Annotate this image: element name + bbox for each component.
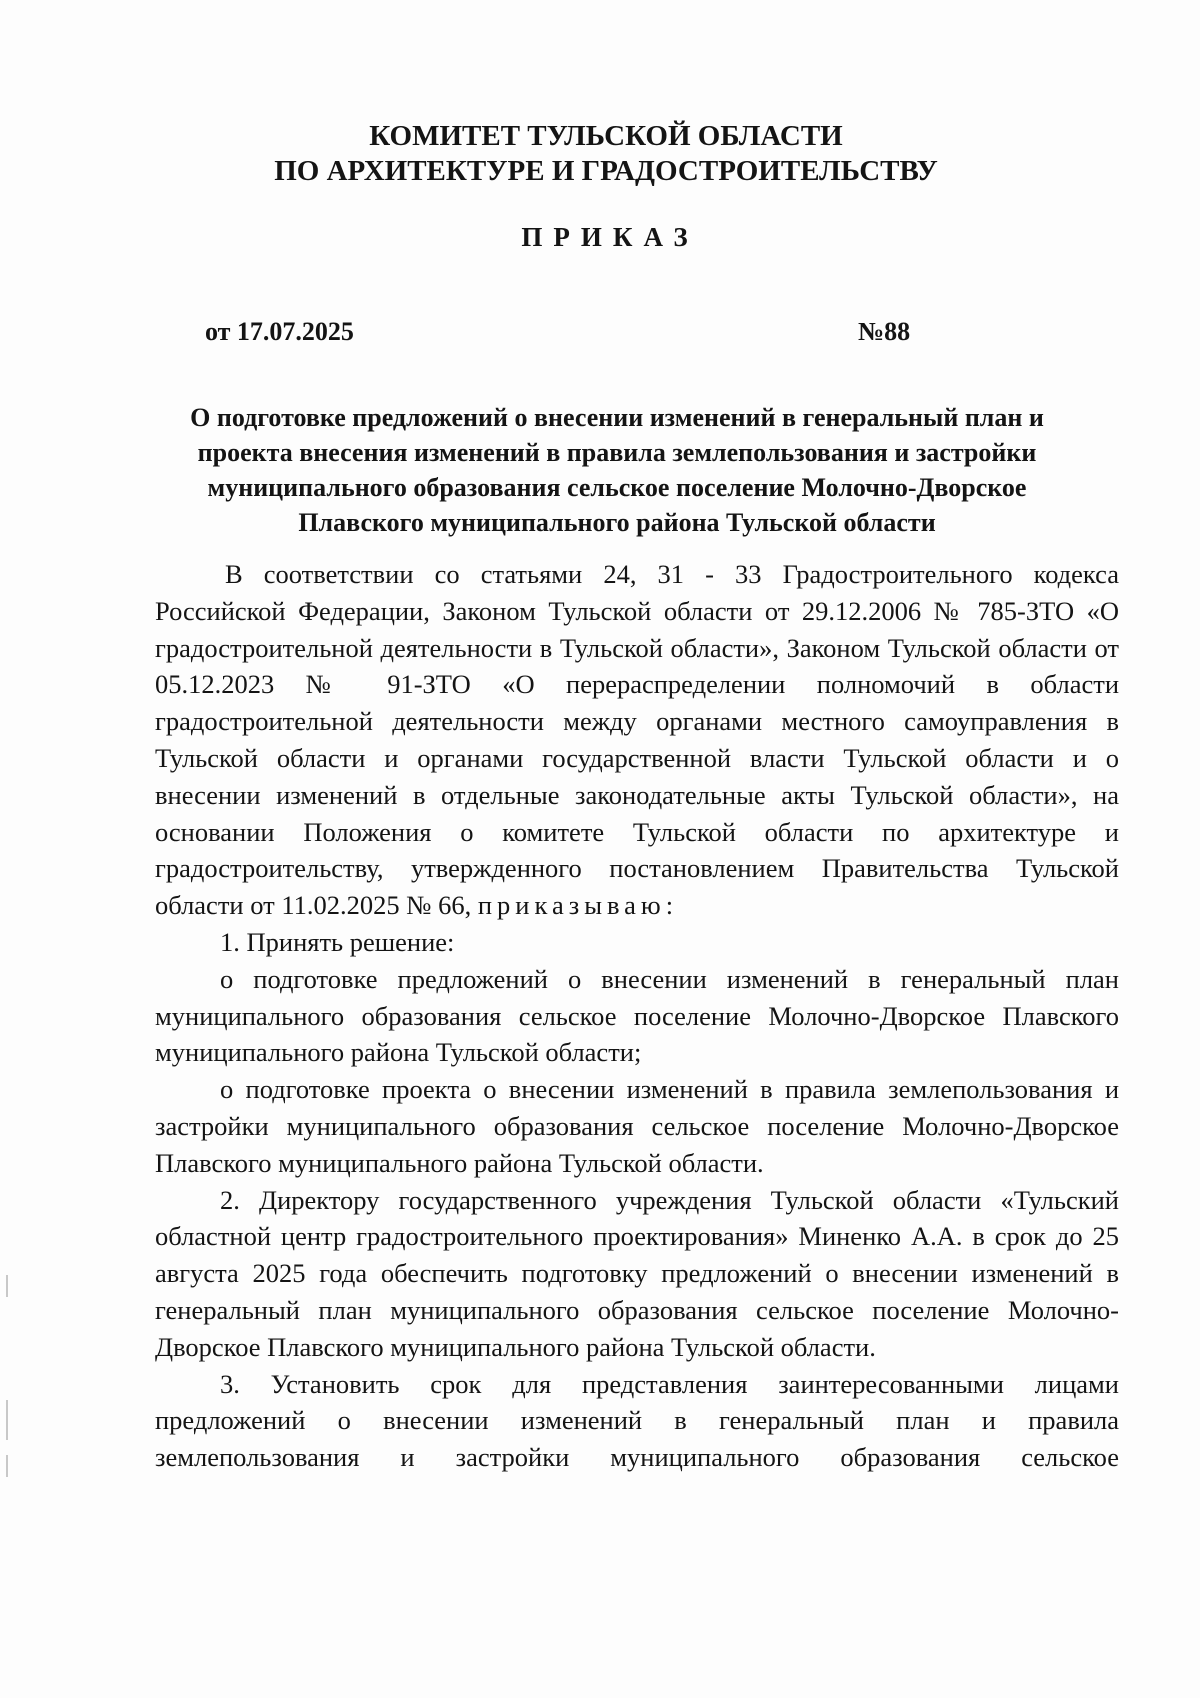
header-line-1: КОМИТЕТ ТУЛЬСКОЙ ОБЛАСТИ <box>369 120 843 152</box>
document-number: №88 <box>858 317 911 346</box>
document-date: от 17.07.2025 <box>205 317 354 346</box>
item-1a: о подготовке предложений о внесении изменений в генеральный план муниципального образования сельское поселение Молочно-Дворское Плавского муниципального района Тульской области; <box>155 963 1119 1068</box>
document-title <box>155 400 1079 540</box>
document-type: ПРИКАЗ <box>521 222 699 252</box>
item-1: 1. Принять решение: <box>220 926 455 957</box>
organization-header <box>0 119 1200 189</box>
document-body <box>155 556 1119 1476</box>
preamble-text: В соответствии со статьями 24, 31 - 33 Градостроительного кодекса Российской Федерации, Законом Тульской области от 29.12.2006 № 785-ЗТО «О градостроительной деятельности в Тульской области», Законом Тульской области от 05.12.2023 № 91-ЗТО «О перераспределении полномочий в области градостроительной деятельности между органами местного самоуправления в Тульской области и органами государственной власти Тульской области и о внесении изменений в отдельные законодательные акты Тульской области», на основании Положения о комитете Тульской области по архитектуре и градостроительству, утвержденного постановлением Правительства Тульской области от 11.02.2025 № 66, <box>155 559 1119 921</box>
title-line: Плавского муниципального района Тульской области <box>298 508 936 537</box>
scan-edge-mark <box>6 1455 8 1477</box>
item-1b: о подготовке проекта о внесении изменений в правила землепользования и застройки муниципального образования сельское поселение Молочно-Дворское Плавского муниципального района Тульской области. <box>155 1074 1119 1178</box>
title-line: О подготовке предложений о внесении изменений в генеральный план и <box>190 403 1044 432</box>
order-word: приказываю: <box>477 890 679 921</box>
item-2: 2. Директору государственного учреждения Тульской области «Тульский областной центр градостроительного проектирования» Миненко А.А. в срок до 25 августа 2025 года обеспечить подготовку предложений о внесении изменений в генеральный план муниципального образования сельское поселение Молочно-Дворское Плавского муниципального района Тульской области. <box>155 1184 1119 1362</box>
scan-edge-mark <box>6 1275 8 1297</box>
header-line-2: ПО АРХИТЕКТУРЕ И ГРАДОСТРОИТЕЛЬСТВУ <box>274 155 938 187</box>
item-3: 3. Установить срок для представления заинтересованными лицами предложений о внесении изменений в генеральный план и правила землепользования и застройки муниципального образования сельское <box>155 1368 1119 1473</box>
preamble-paragraph <box>155 556 1119 924</box>
title-line: муниципального образования сельское поселение Молочно-Дворское <box>207 473 1027 502</box>
scan-edge-mark <box>6 1400 8 1440</box>
title-line: проекта внесения изменений в правила землепользования и застройки <box>197 438 1037 467</box>
